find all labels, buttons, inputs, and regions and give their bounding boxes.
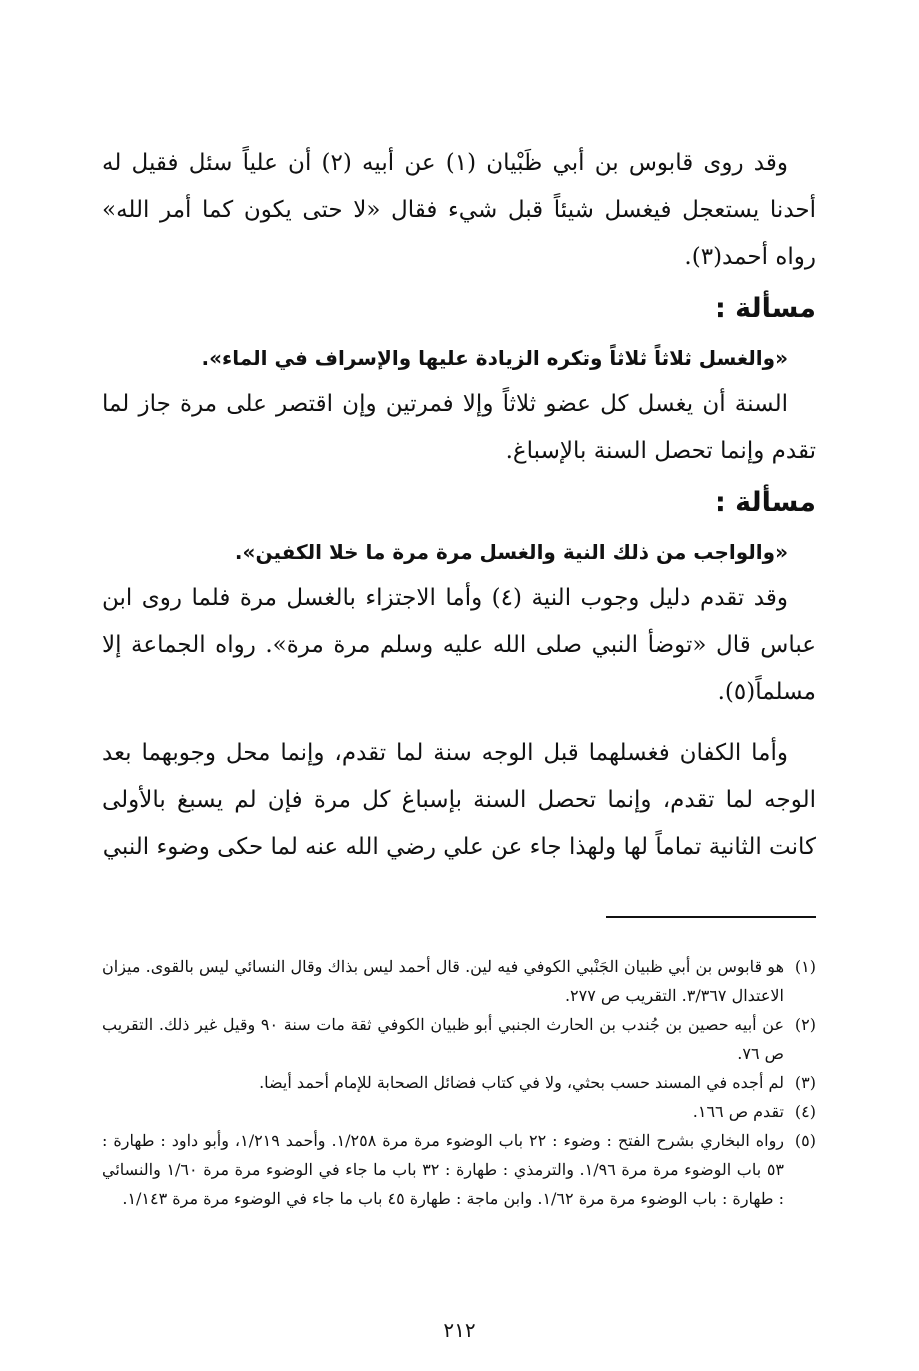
ruling-text-2: «والواجب من ذلك النية والغسل مرة مرة ما خلا الكفين». [234,540,788,564]
footnote [102,1010,816,1068]
issue-heading-2: مسألة : [714,487,816,518]
footnote-separator [606,916,816,918]
footnotes [102,952,816,1213]
main-text [102,140,816,871]
footnote-number: (١) [794,957,816,976]
issue-heading-1: مسألة : [714,293,816,324]
footnote-number: (٣) [794,1073,816,1092]
footnote-number: (٢) [794,1015,816,1034]
footnote [102,952,816,1010]
paragraph-sunnah-three-times: السنة أن يغسل كل عضو ثلاثاً وإلا فمرتين وإن اقتصر على مرة جاز لما تقدم وإنما تحصل السنة بالإسباغ. [102,391,816,464]
ruling-text-1: «والغسل ثلاثاً ثلاثاً وتكره الزيادة عليها والإسراف في الماء». [201,346,788,370]
footnote-text: رواه البخاري بشرح الفتح : وضوء : ٢٢ باب الوضوء مرة مرة ١/٢٥٨. وأحمد ١/٢١٩، وأبو داود : طهارة : ٥٣ باب الوضوء مرة مرة ١/٩٦. والترمذي : طهارة : ٣٢ باب ما جاء في الوضوء مرة مرة ١/٦٠ والنسائي : طهارة : باب الوضوء مرة مرة ١/٦٢. وابن ماجة : طهارة ٤٥ باب ما جاء في الوضوء مرة مرة ١/١٤٣. [102,1131,785,1208]
paragraph-qabus-narration: وقد روى قابوس بن أبي ظَبْيان (١) عن أبيه (٢) أن علياً سئل فقيل له أحدنا يستعجل فيغسل شيئاً قبل شيء فقال «لا حتى يكون كما أمر الله» رواه أحمد(٣). [102,150,816,270]
paragraph-hands-washing: وأما الكفان فغسلهما قبل الوجه سنة لما تقدم، وإنما محل وجوبهما بعد الوجه لما تقدم، وإنما تحصل السنة بإسباغ كل مرة فإن لم يسبغ بالأولى كانت الثانية تماماً لها ولهذا جاء عن علي رضي الله عنه لما حكى وضوء النبي [102,740,816,860]
footnote-text: هو قابوس بن أبي ظبيان الجَنْبي الكوفي فيه لين. قال أحمد ليس بذاك وقال النسائي ليس بالقوى. ميزان الاعتدال ٣/٣٦٧. التقريب ص ٢٧٧. [102,957,785,1005]
paragraph-once-sufficient: وقد تقدم دليل وجوب النية (٤) وأما الاجتزاء بالغسل مرة فلما روى ابن عباس قال «توضأ النبي صلى الله عليه وسلم مرة مرة». رواه الجماعة إلا مسلماً(٥). [102,585,816,705]
footnote-text: عن أبيه حصين بن جُندب بن الحارث الجنبي أبو ظبيان الكوفي ثقة مات سنة ٩٠ وقيل غير ذلك. التقريب ص ٧٦. [102,1015,785,1063]
footnote [102,1126,816,1213]
footnote-number: (٤) [794,1102,816,1121]
footnote-text: لم أجده في المسند حسب بحثي، ولا في كتاب فضائل الصحابة للإمام أحمد أيضا. [259,1073,784,1092]
page-number: ٢١٢ [443,1318,476,1342]
footnote-number: (٥) [794,1131,816,1150]
footnote [102,1068,816,1097]
footnote-text: تقدم ص ١٦٦. [692,1102,784,1121]
footnote [102,1097,816,1126]
